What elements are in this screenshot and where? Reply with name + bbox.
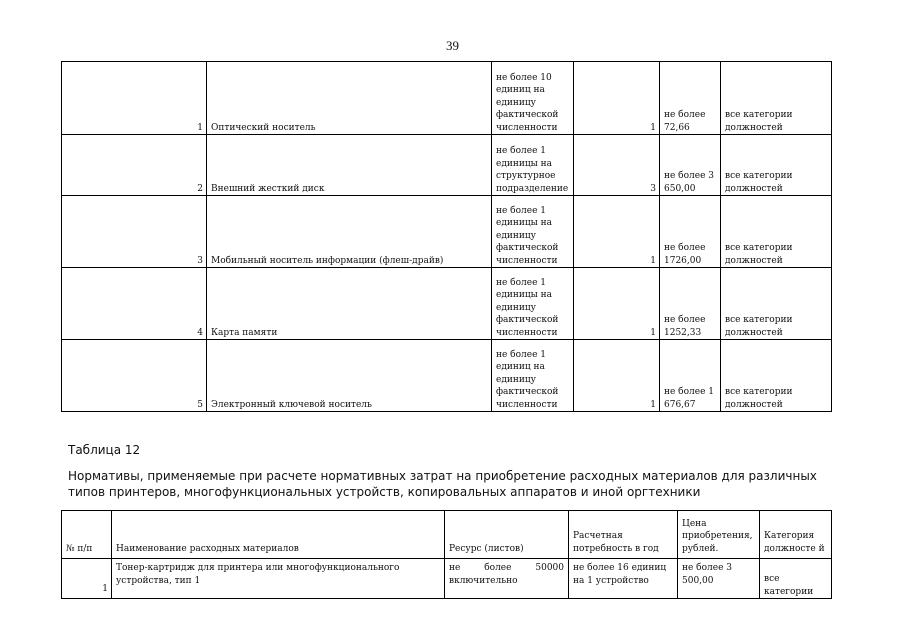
consumable-category: все категории — [760, 559, 832, 599]
row-number: 3 — [62, 196, 207, 268]
media-norms-table — [61, 61, 832, 412]
table-header-row — [62, 511, 832, 559]
table-row — [62, 62, 832, 135]
item-quantity: 1 — [574, 268, 660, 340]
page-number: 39 — [446, 38, 459, 53]
consumable-name: Тонер-картридж для принтера или многофункционального устройства, тип 1 — [112, 559, 445, 599]
item-name: Электронный ключевой носитель — [207, 340, 492, 412]
item-norm: не более 1 единицы на структурное подразделение — [492, 135, 574, 196]
table-row — [62, 340, 832, 412]
item-price: не более 1 676,67 — [660, 340, 721, 412]
row-number: 2 — [62, 135, 207, 196]
row-number: 5 — [62, 340, 207, 412]
row-number: 4 — [62, 268, 207, 340]
header-category: Категория должносте й — [760, 511, 832, 559]
item-category: все категории должностей — [721, 62, 832, 135]
consumable-price: не более 3 500,00 — [678, 559, 760, 599]
consumable-need: не более 16 единиц на 1 устройство — [569, 559, 678, 599]
table-row — [62, 559, 832, 599]
item-price: не более 1726,00 — [660, 196, 721, 268]
item-category: все категории должностей — [721, 268, 832, 340]
row-number: 1 — [62, 559, 112, 599]
item-price: не более 3 650,00 — [660, 135, 721, 196]
header-price: Цена приобретения, рублей. — [678, 511, 760, 559]
header-num: № п/п — [62, 511, 112, 559]
table-row — [62, 135, 832, 196]
header-name: Наименование расходных материалов — [112, 511, 445, 559]
item-quantity: 1 — [574, 340, 660, 412]
consumable-resource: не более 50000 включительно — [445, 559, 569, 599]
item-price: не более 1252,33 — [660, 268, 721, 340]
table-row — [62, 196, 832, 268]
table-title: Таблица 12 — [68, 443, 141, 457]
item-quantity: 1 — [574, 196, 660, 268]
item-quantity: 1 — [574, 62, 660, 135]
item-norm: не более 1 единиц на единицу фактической численности — [492, 340, 574, 412]
item-price: не более 72,66 — [660, 62, 721, 135]
item-category: все категории должностей — [721, 196, 832, 268]
item-name: Внешний жесткий диск — [207, 135, 492, 196]
table-description: Нормативы, применяемые при расчете нормативных затрат на приобретение расходных материалов для различных типов принтеров, многофункциональных устройств, копировальных аппаратов и иной оргтехники — [68, 469, 817, 499]
item-name: Мобильный носитель информации (флеш-драйв) — [207, 196, 492, 268]
item-norm: не более 1 единицы на единицу фактической численности — [492, 196, 574, 268]
consumables-norms-table — [61, 510, 832, 599]
item-category: все категории должностей — [721, 135, 832, 196]
row-number: 1 — [62, 62, 207, 135]
item-norm: не более 10 единиц на единицу фактической численности — [492, 62, 574, 135]
item-name: Оптический носитель — [207, 62, 492, 135]
header-need: Расчетная потребность в год — [569, 511, 678, 559]
item-norm: не более 1 единицы на единицу фактической численности — [492, 268, 574, 340]
header-resource: Ресурс (листов) — [445, 511, 569, 559]
item-category: все категории должностей — [721, 340, 832, 412]
item-quantity: 3 — [574, 135, 660, 196]
table-row — [62, 268, 832, 340]
item-name: Карта памяти — [207, 268, 492, 340]
